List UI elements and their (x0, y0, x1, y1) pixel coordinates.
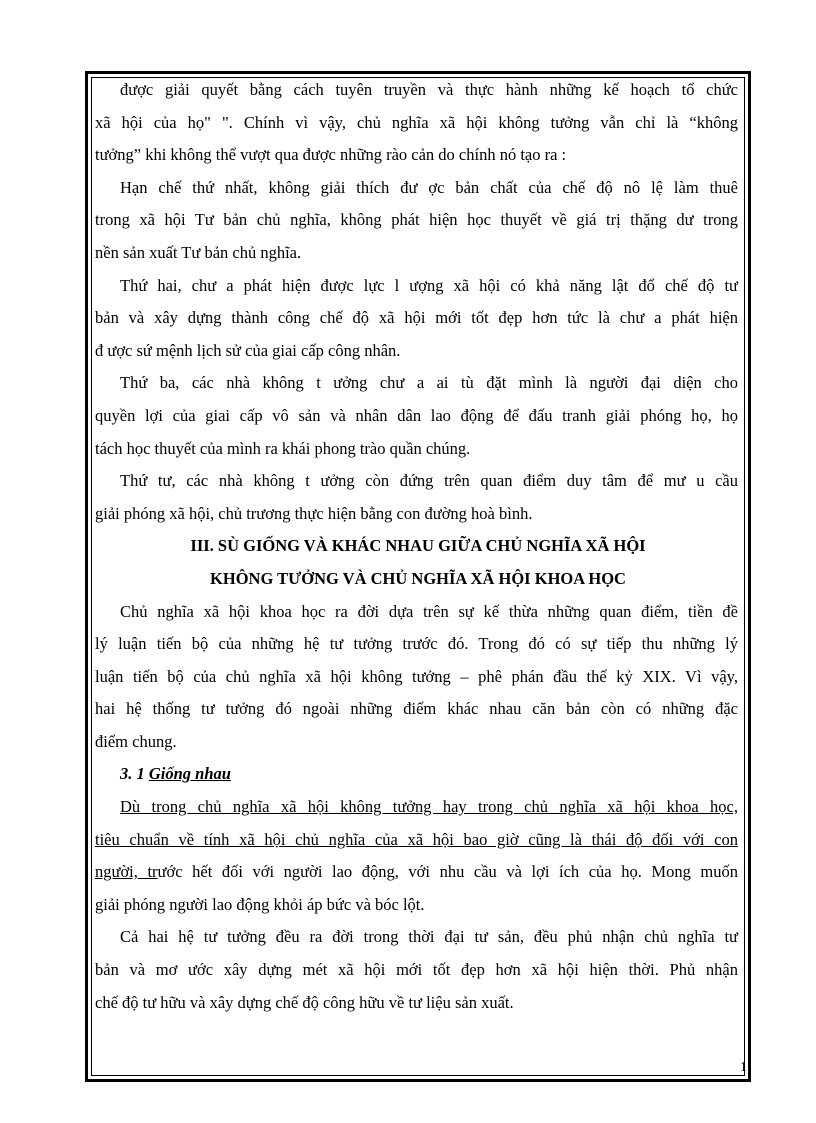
text-line: tách học thuyết của mình ra khái phong trào quần chúng. (95, 438, 471, 458)
underlined-fragment: người, tr (95, 862, 158, 882)
text-line: điểm chung. (95, 731, 177, 751)
text-line: tưởng” khi không thể vượt qua được những rào cản do chính nó tạo ra : (95, 145, 567, 165)
subsection-heading (95, 758, 741, 791)
text-line: quyền lợi của giai cấp vô sản và nhân dân lao động để đấu tranh giải phóng họ, họ (95, 405, 738, 425)
subsection-title: Giống nhau (148, 764, 231, 784)
text-line: Cả hai hệ tư tưởng đều ra đời trong thời đại tư sản, đều phủ nhận chủ nghĩa tư (120, 927, 738, 947)
text-line: tiêu chuẩn về tính xã hội chủ nghĩa của xã hội bao giờ cũng là thái độ đối với con (95, 829, 738, 849)
text-line: đ ược sứ mệnh lịch sử của giai cấp công nhân. (95, 340, 401, 360)
text-fragment: ước hết đối với người lao động, với nhu cầu và lợi ích của họ. Mong muốn (157, 862, 738, 882)
text-line: Dù trong chủ nghĩa xã hội không tưởng hay trong chủ nghĩa xã hội khoa học, (120, 797, 738, 817)
text-line: giải phóng người lao động khỏi áp bức và bóc lột. (95, 894, 425, 914)
text-line: Thứ tư, các nhà không t ưởng còn đứng trên quan điểm duy tâm để mư u cầu (120, 471, 738, 491)
text-line: Hạn chế thứ nhất, không giải thích đư ợc bản chất của chế độ nô lệ làm thuê (120, 177, 738, 197)
text-line: Thứ ba, các nhà không t ưởng chư a ai tù đặt mình là người đại diện cho (120, 373, 738, 393)
text-line: bản và xây dựng thành công chế độ xã hội mới tốt đẹp hơn tức là chư a phát hiện (95, 308, 738, 328)
text-line: xã hội của họ" ". Chính vì vậy, chủ nghĩa xã hội không tưởng vẫn chỉ là “không (95, 112, 738, 132)
section-heading: KHÔNG TƯỞNG VÀ CHỦ NGHĨA XÃ HỘI KHOA HỌC (210, 568, 626, 588)
text-line: Thứ hai, chư a phát hiện được lực l ượng xã hội có khả năng lật đổ chế độ tư (120, 275, 738, 295)
text-line: luận tiến bộ của chủ nghĩa xã hội không tưởng – phê phán đầu thế kỷ XIX. Vì vậy, (95, 666, 738, 686)
text-line: được giải quyết bằng cách tuyên truyền và thực hành những kế hoạch tổ chức (120, 80, 738, 99)
text-line: hai hệ thống tư tưởng đó ngoài những điểm khác nhau căn bản còn có những đặc (95, 699, 738, 719)
text-line: nền sản xuất Tư bản chủ nghĩa. (95, 242, 302, 262)
section-heading: III. SÙ GIỐNG VÀ KHÁC NHAU GIỮA CHỦ NGHĨA XÃ HỘI (190, 536, 646, 556)
text-line: chế độ tư hữu và xây dựng chế độ công hữu về tư liệu sản xuất. (95, 992, 514, 1012)
text-line: Chủ nghĩa xã hội khoa học ra đời dựa trên sự kế thừa những quan điểm, tiền đề (120, 601, 738, 621)
text-line: bản và mơ ước xây dựng mét xã hội mới tốt đẹp hơn xã hội hiện thời. Phủ nhận (95, 960, 738, 980)
page-number: 1 (740, 1060, 747, 1075)
document-body (95, 74, 741, 1019)
text-line: trong xã hội Tư bản chủ nghĩa, không phát hiện học thuyết về giá trị thặng dư trong (95, 210, 738, 230)
text-line (95, 856, 741, 889)
text-line: lý luận tiến bộ của những hệ tư tưởng trước đó. Trong đó có sự tiếp thu những lý (95, 634, 738, 654)
subsection-number: 3. 1 (120, 764, 145, 784)
text-line: giải phóng xã hội, chủ trương thực hiện bằng con đường hoà bình. (95, 503, 533, 523)
